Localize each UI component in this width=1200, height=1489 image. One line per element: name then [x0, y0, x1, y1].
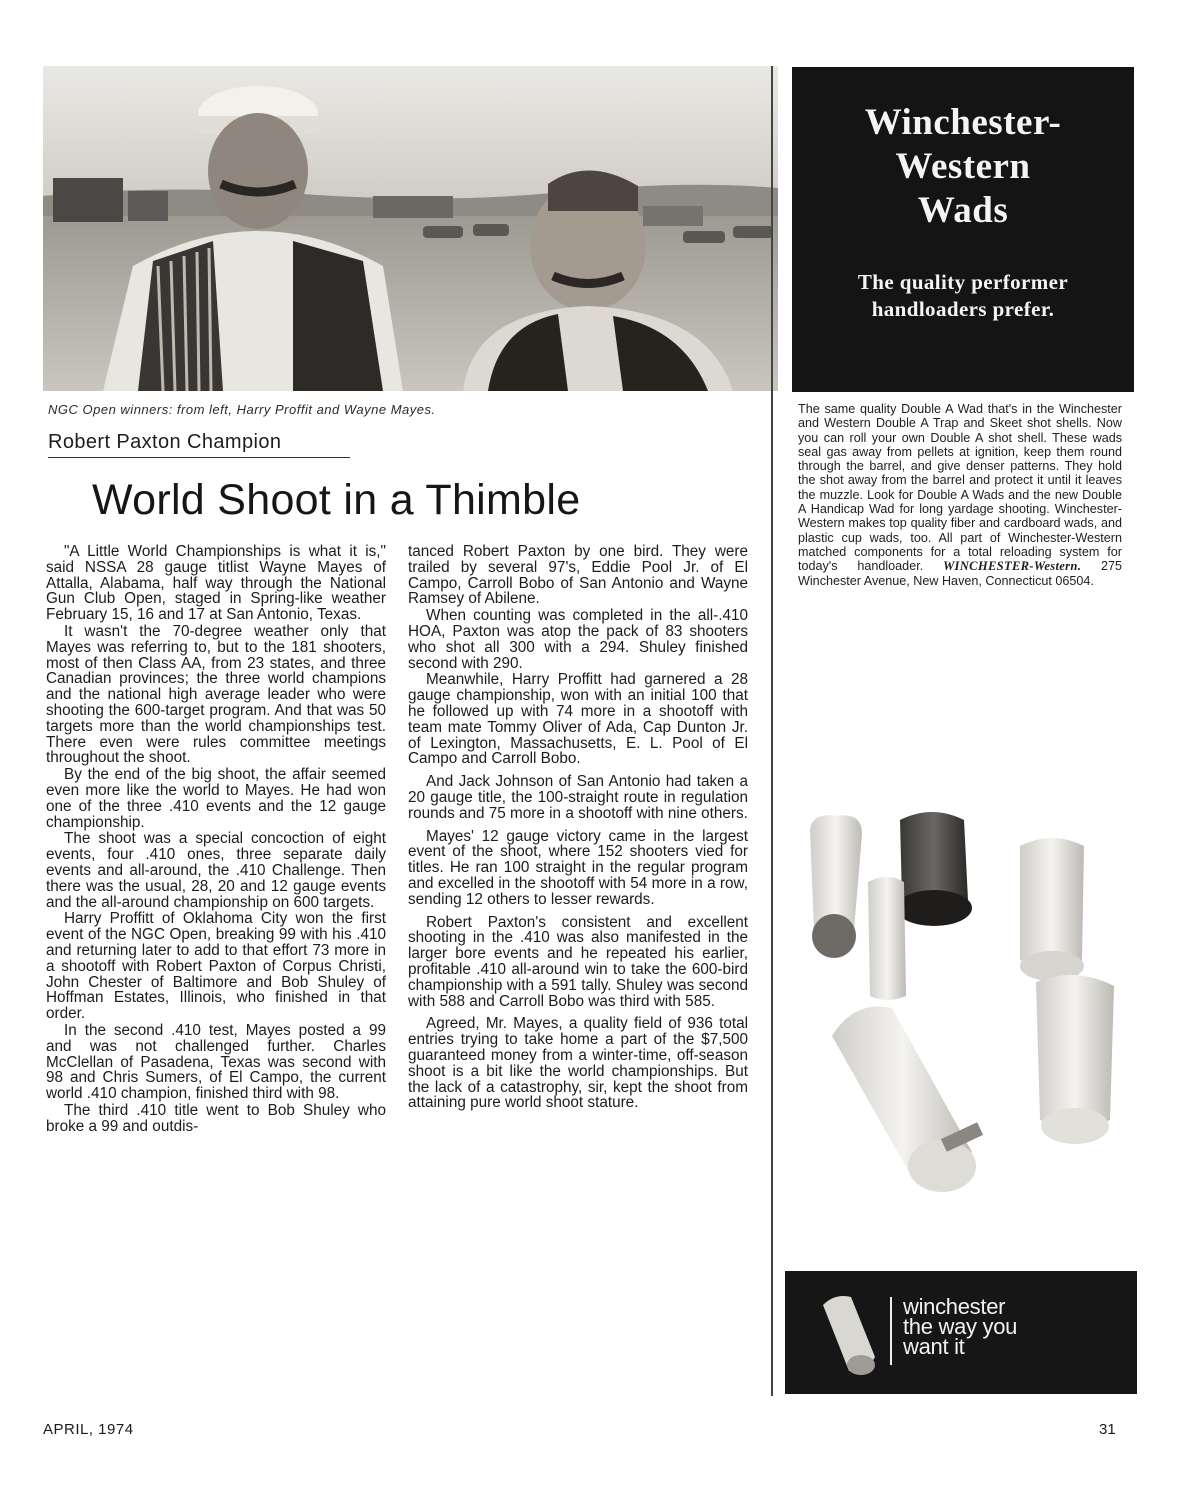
- paragraph: "A Little World Championships is what it is," said NSSA 28 gauge titlist Wayne Mayes of Attalla, Alabama, half way through the National Gun Club Open, staged in Spring-like weather February 15, 16 and 17 at San Antonio, Texas.: [46, 543, 386, 624]
- paragraph: Robert Paxton's consistent and excellent shooting in the .410 was also manifested in the larger bore events and he repeated his earlier, profitable .410 all-around win to take the 600-bird championship with a 591 tally. Shuley was second with 588 and Carroll Bobo was third with 585.: [408, 913, 748, 1010]
- paragraph: Harry Proffitt of Oklahoma City won the first event of the NGC Open, breaking 99 with his .410 and returning later to add to that effort 73 more in a shootoff with Robert Paxton of Corpus Christi, John Chester of Baltimore and Bob Shuley of Hoffman Estates, Illinois, who finished in that order.: [46, 910, 386, 1023]
- wad-icon: [817, 1291, 879, 1376]
- ad-body-copy: [798, 402, 1122, 588]
- ad-tagline: [792, 269, 1134, 323]
- wads-illustration: [792, 790, 1137, 1200]
- ad-tagline-line: The quality performer: [857, 270, 1069, 294]
- paragraph: tanced Robert Paxton by one bird. They were trailed by several 97's, Eddie Pool Jr. of El Campo, Carroll Bobo of San Antonio and Wayne Ramsey of Abilene.: [408, 543, 748, 608]
- paragraph: Agreed, Mr. Mayes, a quality field of 936 total entries trying to take home a part of the $7,500 guaranteed money from a winter-time, off-season shoot is a bit like the world championships. But the lack of a catastrophy, sir, kept the shoot from attaining pure world shoot stature.: [408, 1015, 748, 1112]
- winners-photo: [43, 66, 778, 391]
- paragraph: It wasn't the 70-degree weather only that Mayes was referring to, but to the 181 shooters, most of then Class AA, from 23 states, and three Canadian provinces; the three world champions and the national high average leader who were shooting the 600-target program. And that was 50 targets more than the world championships test. There even were rules committee meetings throughout the shoot.: [46, 622, 386, 767]
- paragraph: The shoot was a special concoction of eight events, four .410 ones, three separate daily events and all-around, the .410 Challenge. Then there was the usual, 28, 20 and 12 gauge events and the all-around championship on 600 targets.: [46, 830, 386, 911]
- slogan-line: the way you: [903, 1314, 1018, 1339]
- ad-title: [792, 101, 1134, 233]
- paragraph: By the end of the big shoot, the affair seemed even more like the world to Mayes. He had won one of the three .410 events and the 12 gauge championship.: [46, 766, 386, 831]
- photo-caption: NGC Open winners: from left, Harry Proffit and Wayne Mayes.: [48, 402, 436, 417]
- ad-header-box: [792, 67, 1134, 392]
- ad-slogan-bar: [785, 1271, 1137, 1394]
- photo-illustration: [43, 66, 778, 391]
- ad-brand-logo: WINCHESTER-Western.: [943, 559, 1082, 574]
- paragraph: Meanwhile, Harry Proffitt had garnered a 28 gauge championship, won with an initial 100 that he followed up with 74 more in a shootoff with team mate Tommy Oliver of Ada, Cap Dunton Jr. of Lexington, Massachusetts, E. L. Pool of El Campo and Carroll Bobo.: [408, 671, 748, 768]
- paragraph: Mayes' 12 gauge victory came in the largest event of the shoot, where 152 shooters vied for titles. He ran 100 straight in the regular program and excelled in the shootoff with 54 more in a row, sending 12 others to lesser rewards.: [408, 827, 748, 908]
- ad-title-line: Wads: [917, 190, 1009, 231]
- article-column-left: [46, 544, 386, 1135]
- page-number: 31: [1099, 1421, 1116, 1438]
- slogan-line: want it: [903, 1334, 965, 1359]
- ad-wads-photo: [792, 790, 1137, 1200]
- paragraph: When counting was completed in the all-.410 HOA, Paxton was atop the pack of 83 shooters who shot all 300 with a 294. Shuley finished second with 290.: [408, 607, 748, 672]
- slogan-line: winchester: [903, 1294, 1006, 1319]
- ad-tagline-line: handloaders prefer.: [871, 297, 1055, 321]
- ad-title-line: Winchester-: [864, 102, 1062, 143]
- article-kicker: Robert Paxton Champion: [48, 431, 350, 458]
- column-divider: [771, 66, 773, 1396]
- paragraph: The third .410 title went to Bob Shuley who broke a 99 and outdis-: [46, 1101, 386, 1135]
- paragraph: And Jack Johnson of San Antonio had taken a 20 gauge title, the 100-straight route in regulation rounds and 75 more in a shootoff with nine others.: [408, 773, 748, 822]
- ad-address: 275 Winchester Avenue, New Haven, Connecticut 06504.: [798, 559, 1123, 588]
- article-headline: World Shoot in a Thimble: [92, 476, 581, 524]
- paragraph: In the second .410 test, Mayes posted a 99 and was not challenged further. Charles McClellan of Pasadena, Texas was second with 98 and Chris Sumers, of El Campo, the current world .410 champion, finished third with 98.: [46, 1021, 386, 1103]
- issue-date: APRIL, 1974: [43, 1421, 134, 1438]
- article-column-right: [408, 544, 748, 1112]
- ad-slogan: [903, 1294, 1018, 1359]
- ad-title-line: Western: [895, 146, 1031, 187]
- slogan-divider: [890, 1297, 892, 1365]
- ad-body-text: The same quality Double A Wad that's in the Winchester and Western Double A Trap and Skeet shot shells. Now you can roll your own Double A shot shell. These wads seal gas away from pellets at ignition, keep them round through the barrel, and give denser patterns. They hold the shot away from the barrel and protect it until it leaves the muzzle. Look for Double A Wads and the new Double A Handicap Wad for long yardage shooting. Winchester-Western makes top quality fiber and cardboard wads, and plastic cup wads, too. All part of Winchester-Western matched components for a total reloading system for today's handloader.: [798, 402, 1122, 574]
